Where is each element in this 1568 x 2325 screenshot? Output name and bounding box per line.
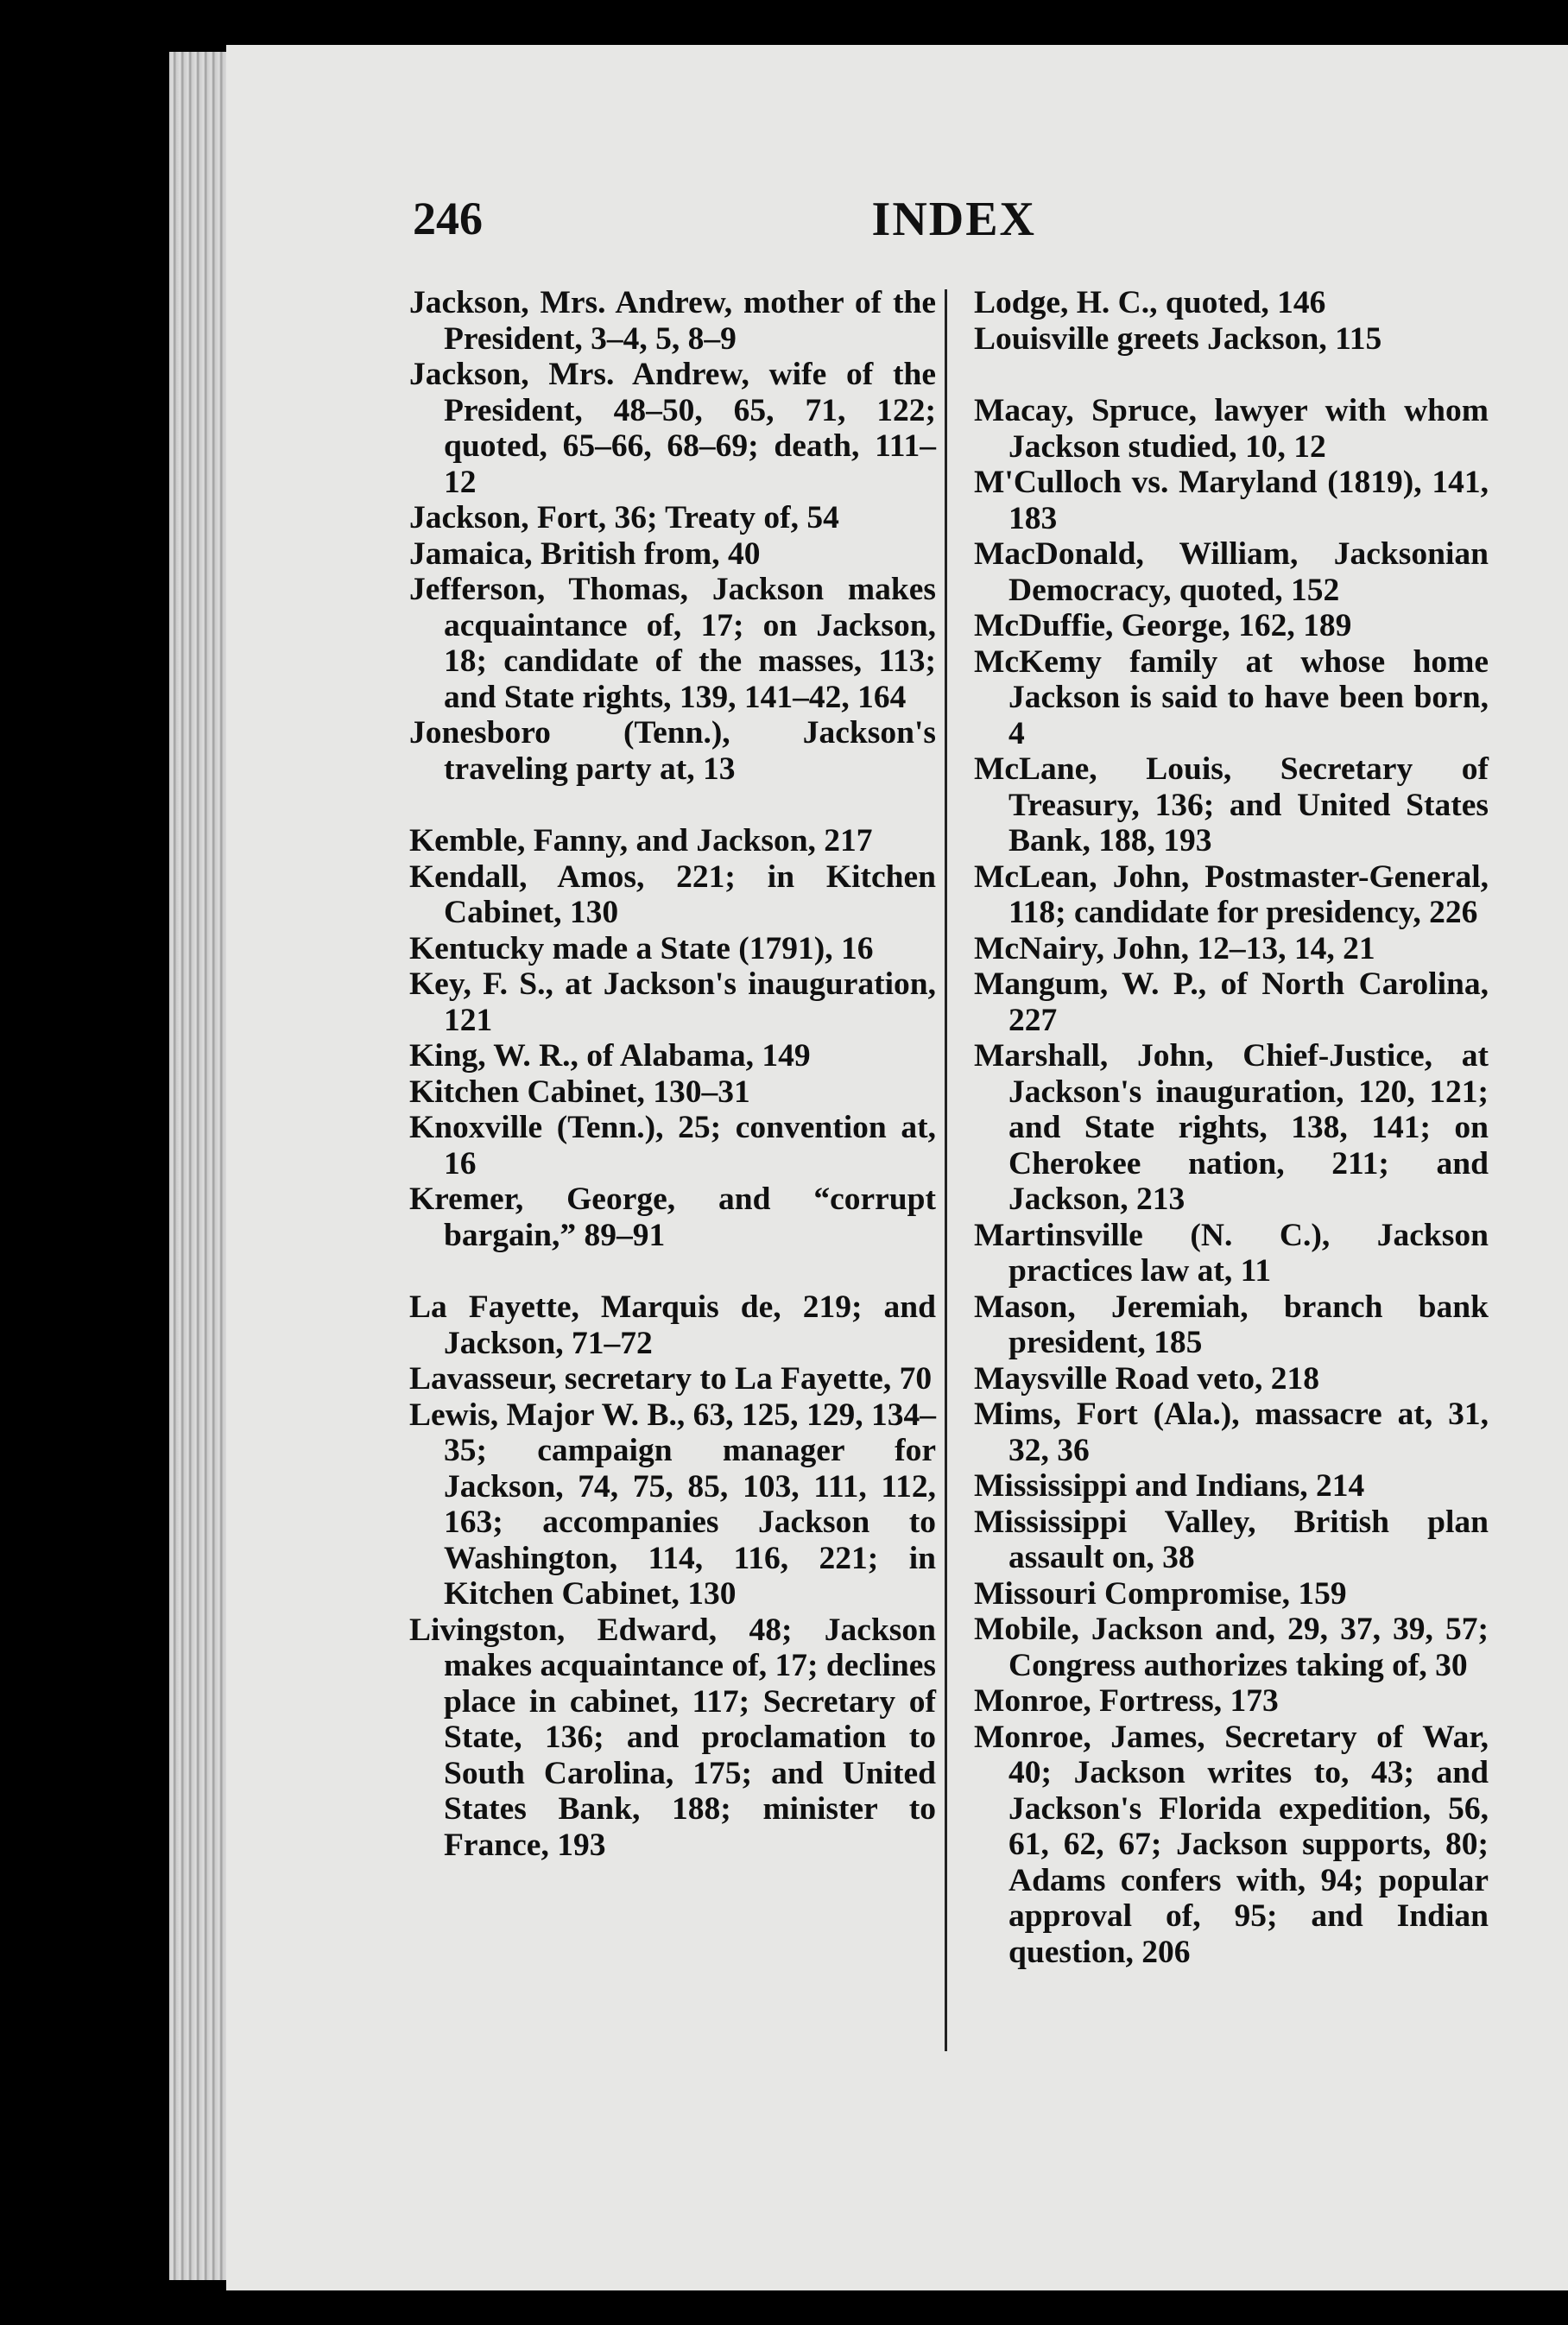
index-entry: Kremer, George, and “corrupt bargain,” 89–91: [409, 1182, 936, 1253]
index-entry: MacDonald, William, Jacksonian Democracy, quoted, 152: [974, 536, 1489, 608]
index-entry: Jackson, Fort, 36; Treaty of, 54: [409, 500, 839, 535]
index-entry: Missouri Compromise, 159: [974, 1575, 1347, 1612]
index-entry: McKemy family at whose home Jackson is said to have been born, 4: [974, 643, 1489, 751]
index-entry: King, W. R., of Alabama, 149: [409, 1038, 811, 1074]
index-column-right: [974, 285, 1489, 1970]
index-entry: Lewis, Major W. B., 63, 125, 129, 134–35; campaign manager for Jackson, 74, 75, 85, 103, 111, 112, 163; accompanies Jackson to Washington, 114, 116, 221; in Kitchen Cabinet, 130: [409, 1397, 936, 1612]
index-entry: Jackson, Mrs. Andrew, mother of the President, 3–4, 5, 8–9: [409, 285, 936, 357]
index-entry: McLean, John, Postmaster-General, 118; candidate for presidency, 226: [974, 858, 1489, 930]
index-entry: Key, F. S., at Jackson's inauguration, 121: [409, 966, 936, 1038]
index-entry: Knoxville (Tenn.), 25; convention at, 16: [409, 1110, 936, 1182]
index-entry: Mississippi and Indians, 214: [974, 1468, 1365, 1504]
index-entry: Jackson, Mrs. Andrew, wife of the President, 48–50, 65, 71, 122; quoted, 65–66, 68–69; death, 111–12: [409, 357, 936, 500]
index-entry: McDuffie, George, 162, 189: [974, 608, 1352, 643]
index-entry: Maysville Road veto, 218: [974, 1360, 1319, 1397]
index-entry: Mississippi Valley, British plan assault on, 38: [974, 1504, 1489, 1575]
index-entry: Monroe, Fortress, 173: [974, 1683, 1279, 1719]
index-entry: Macay, Spruce, lawyer with whom Jackson studied, 10, 12: [974, 393, 1489, 465]
index-entry: McNairy, John, 12–13, 14, 21: [974, 930, 1375, 966]
column-divider: [945, 289, 947, 2051]
index-entry: Kemble, Fanny, and Jackson, 217: [409, 823, 873, 858]
index-entry: Monroe, James, Secretary of War, 40; Jackson writes to, 43; and Jackson's Florida expedition, 56, 61, 62, 67; Jackson supports, 80; Adams confers with, 94; popular approval of, 95; and Indian question, 206: [974, 1719, 1489, 1970]
index-entry: Jefferson, Thomas, Jackson makes acquaintance of, 17; on Jackson, 18; candidate of the masses, 113; and State rights, 139, 141–42, 164: [409, 572, 936, 715]
page-header: [413, 192, 1036, 259]
index-entry: Louisville greets Jackson, 115: [974, 320, 1382, 357]
index-entry: McLane, Louis, Secretary of Treasury, 136; and United States Bank, 188, 193: [974, 751, 1489, 858]
index-entry: M'Culloch vs. Maryland (1819), 141, 183: [974, 465, 1489, 536]
index-entry: Marshall, John, Chief-Justice, at Jackson's inauguration, 120, 121; and State rights, 138, 141; on Cherokee nation, 211; and Jackson, 213: [974, 1038, 1489, 1217]
index-entry: Kitchen Cabinet, 130–31: [409, 1074, 750, 1110]
index-entry: Mason, Jeremiah, branch bank president, 185: [974, 1289, 1489, 1360]
index-entry: Mobile, Jackson and, 29, 37, 39, 57; Congress authorizes taking of, 30: [974, 1612, 1489, 1683]
index-entry: La Fayette, Marquis de, 219; and Jackson, 71–72: [409, 1289, 936, 1361]
index-entry: Jamaica, British from, 40: [409, 535, 761, 572]
index-entry: Mims, Fort (Ala.), massacre at, 31, 32, 36: [974, 1397, 1489, 1468]
index-entry: Jonesboro (Tenn.), Jackson's traveling party at, 13: [409, 715, 936, 787]
page-number: 246: [413, 193, 483, 244]
index-entry: Kentucky made a State (1791), 16: [409, 930, 874, 966]
index-entry: Lodge, H. C., quoted, 146: [974, 285, 1326, 320]
index-entry: Martinsville (N. C.), Jackson practices law at, 11: [974, 1217, 1489, 1289]
running-head: INDEX: [871, 193, 1036, 246]
index-column-left: [409, 285, 936, 1863]
index-entry: Kendall, Amos, 221; in Kitchen Cabinet, 130: [409, 858, 936, 930]
index-entry: Livingston, Edward, 48; Jackson makes acquaintance of, 17; declines place in cabinet, 117; Secretary of State, 136; and proclamation to South Carolina, 175; and United States Bank, 188; minister to France, 193: [409, 1612, 936, 1863]
index-entry: Mangum, W. P., of North Carolina, 227: [974, 966, 1489, 1038]
index-entry: Lavasseur, secretary to La Fayette, 70: [409, 1361, 933, 1397]
